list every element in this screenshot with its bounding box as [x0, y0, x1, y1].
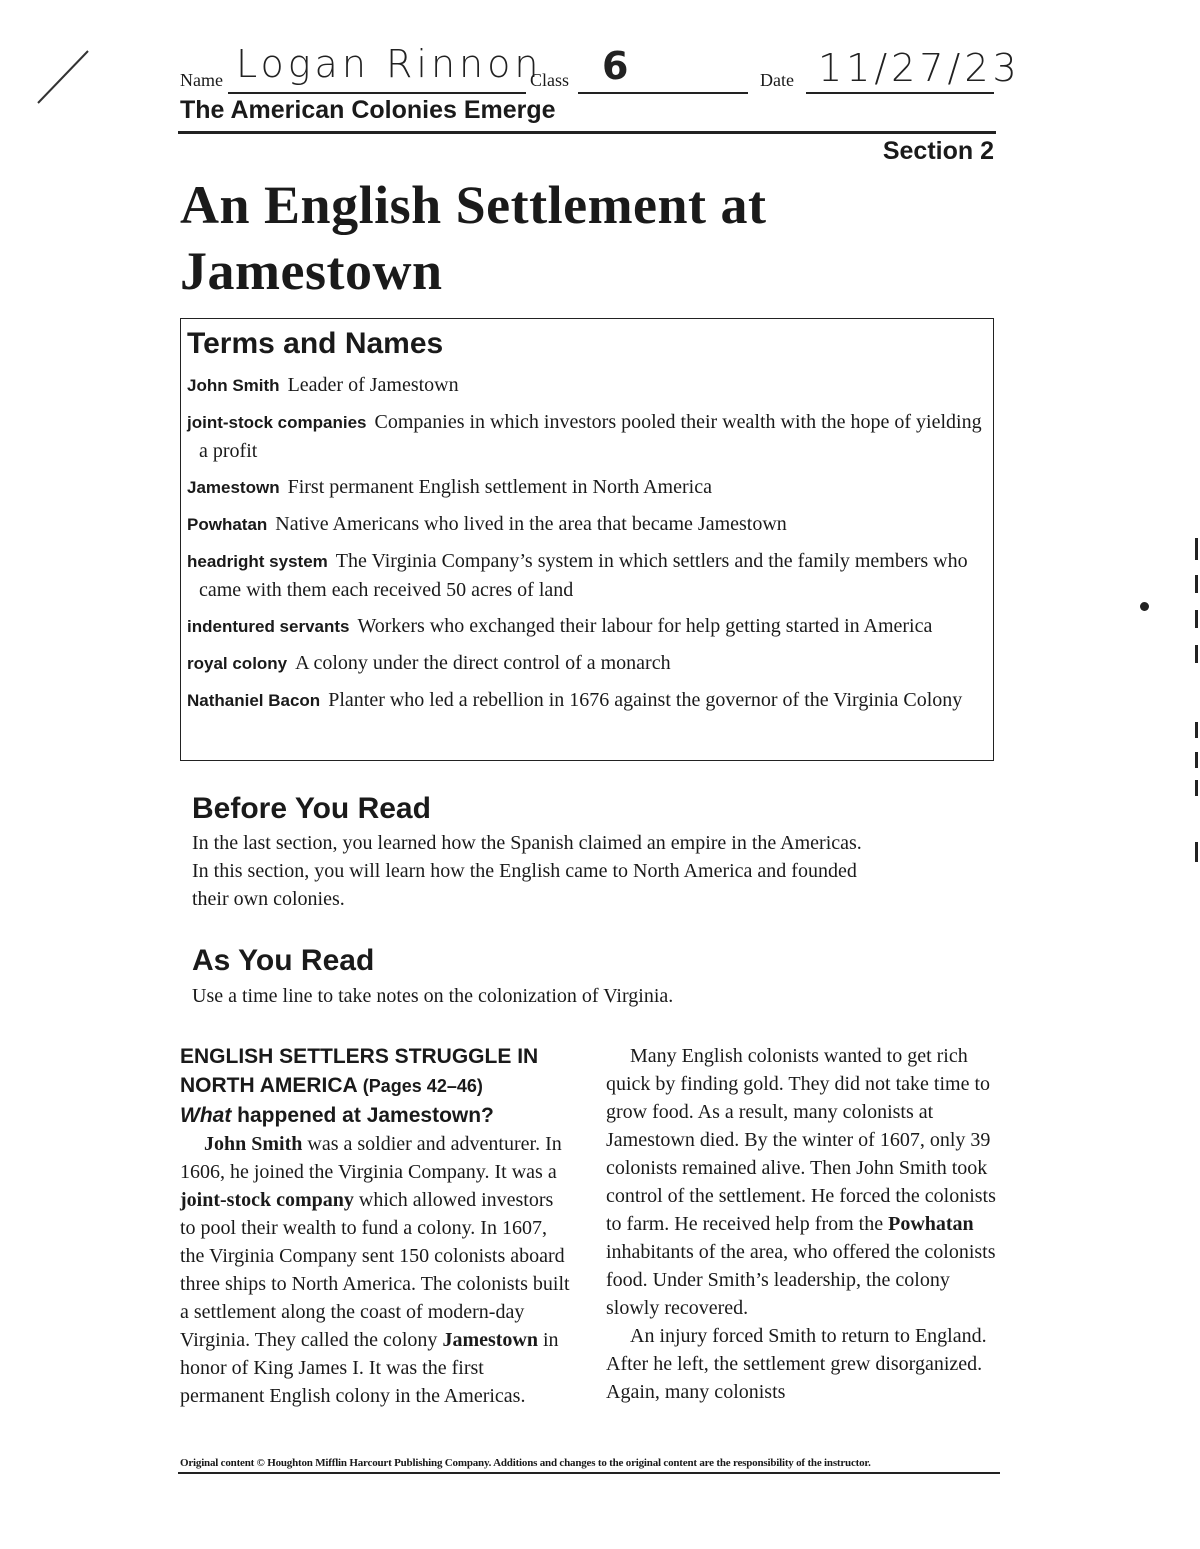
term-definition: The Virginia Company’s system in which settlers and the family members who came with them each received 50 acres of land [199, 550, 968, 601]
right-text-1: Many English colonists wanted to get rich quick by finding gold. They did not take time to grow food. As a result, many colonists at Jamestown died. By the winter of 1607, only 39 colonists remained alive. Then John Smith took control of the settlement. He forced the colonists to farm. He received help from the [606, 1045, 996, 1235]
right-paragraph-2: An injury forced Smith to return to England. After he left, the settlement grew disorganized. Again, many colonists [606, 1325, 987, 1403]
class-label: Class [530, 70, 570, 90]
term-definition: A colony under the direct control of a monarch [295, 652, 671, 674]
term-name: indentured servants [187, 617, 350, 636]
scan-edge-mark [1195, 752, 1198, 768]
term-entry [187, 408, 987, 465]
article-heading-text: ENGLISH SETTLERS STRUGGLE IN NORTH AMERICA [180, 1045, 539, 1097]
before-you-read-text: In the last section, you learned how the Spanish claimed an empire in the Americas. In this section, you will learn how the English came to North America and founded their own colonies. [192, 832, 862, 910]
article-right-column [606, 1042, 998, 1406]
class-handwritten: 6 [602, 44, 633, 88]
article-heading [180, 1042, 572, 1101]
term-entry [187, 686, 987, 715]
scan-edge-mark [1195, 575, 1198, 593]
term-entry [187, 649, 987, 678]
article-pages: (Pages 42–46) [362, 1076, 483, 1096]
term-powhatan: Powhatan [888, 1213, 974, 1235]
copyright-footer: Original content © Houghton Mifflin Harcourt Publishing Company. Additions and changes to the original content are the responsibility of the instructor. [180, 1457, 871, 1469]
scan-edge-mark [1195, 645, 1198, 663]
as-you-read-text: Use a time line to take notes on the colonization of Virginia. [192, 985, 674, 1007]
term-name: Nathaniel Bacon [187, 691, 321, 710]
left-paragraph [180, 1130, 572, 1410]
term-name: royal colony [187, 654, 288, 673]
as-you-read-heading: As You Read [192, 944, 375, 977]
scan-edge-mark [1195, 722, 1198, 738]
header-rule [178, 131, 996, 134]
term-name: joint-stock companies [187, 413, 367, 432]
scan-edge-mark [1195, 538, 1198, 560]
terms-and-names-box [180, 318, 994, 761]
date-underline [806, 92, 994, 94]
footer-rule [178, 1472, 1000, 1474]
right-text-2: inhabitants of the area, who offered the colonists food. Under Smith’s leadership, the colony slowly recovered. [606, 1241, 996, 1319]
question-text: happened at Jamestown? [237, 1104, 494, 1127]
terms-heading: Terms and Names [187, 327, 444, 360]
term-definition: Companies in which investors pooled their wealth with the hope of yielding a profit [199, 411, 982, 462]
scan-edge-mark [1195, 610, 1198, 628]
term-entry [187, 612, 987, 641]
term-definition: Workers who exchanged their labour for help getting started in America [357, 615, 933, 637]
term-entry [187, 510, 987, 539]
before-you-read-heading: Before You Read [192, 792, 431, 825]
scan-dot-mark [1140, 602, 1149, 611]
page-title: An English Settlement at Jamestown [180, 175, 767, 301]
terms-list [181, 371, 993, 715]
date-label: Date [760, 70, 794, 90]
term-name: Powhatan [187, 515, 268, 534]
term-joint-stock-company: joint-stock company [180, 1189, 354, 1211]
article-question [180, 1101, 572, 1130]
class-underline [578, 92, 748, 94]
term-name: headright system [187, 552, 328, 571]
left-text-3: in honor of King James I. It was the first permanent English colony in the Americas. [180, 1329, 559, 1407]
term-entry [187, 473, 987, 502]
term-name: John Smith [187, 376, 280, 395]
pen-stroke-mark [30, 45, 100, 110]
scan-edge-mark [1195, 842, 1198, 862]
question-emphasis: What [180, 1104, 232, 1127]
term-entry [187, 371, 987, 400]
term-jamestown: Jamestown [442, 1329, 538, 1351]
right-paragraph-1 [606, 1042, 998, 1322]
left-text-1: was a soldier and adventurer. In 1606, he joined the Virginia Company. It was a [180, 1133, 562, 1183]
scan-edge-mark [1195, 780, 1198, 796]
term-definition: Native Americans who lived in the area that became Jamestown [275, 513, 787, 535]
term-john-smith: John Smith [204, 1133, 303, 1155]
unit-title: The American Colonies Emerge [180, 96, 556, 124]
name-underline [228, 92, 526, 94]
left-text-2: which allowed investors to pool their wealth to fund a colony. In 1607, the Virginia Company sent 150 colonists aboard three ships to North America. The colonists built a settlement along the coast of modern-day Virginia. They called the colony [180, 1189, 570, 1351]
term-definition: Leader of Jamestown [287, 374, 459, 396]
date-handwritten: 11/27/23 [818, 46, 1021, 90]
name-handwritten: Logan Rinnon [236, 42, 543, 86]
section-label: Section 2 [882, 137, 994, 165]
term-name: Jamestown [187, 478, 280, 497]
term-entry [187, 547, 987, 604]
term-definition: Planter who led a rebellion in 1676 against the governor of the Virginia Colony [328, 689, 963, 711]
article-left-column [180, 1042, 572, 1410]
name-label: Name [180, 70, 223, 90]
term-definition: First permanent English settlement in North America [287, 476, 712, 498]
